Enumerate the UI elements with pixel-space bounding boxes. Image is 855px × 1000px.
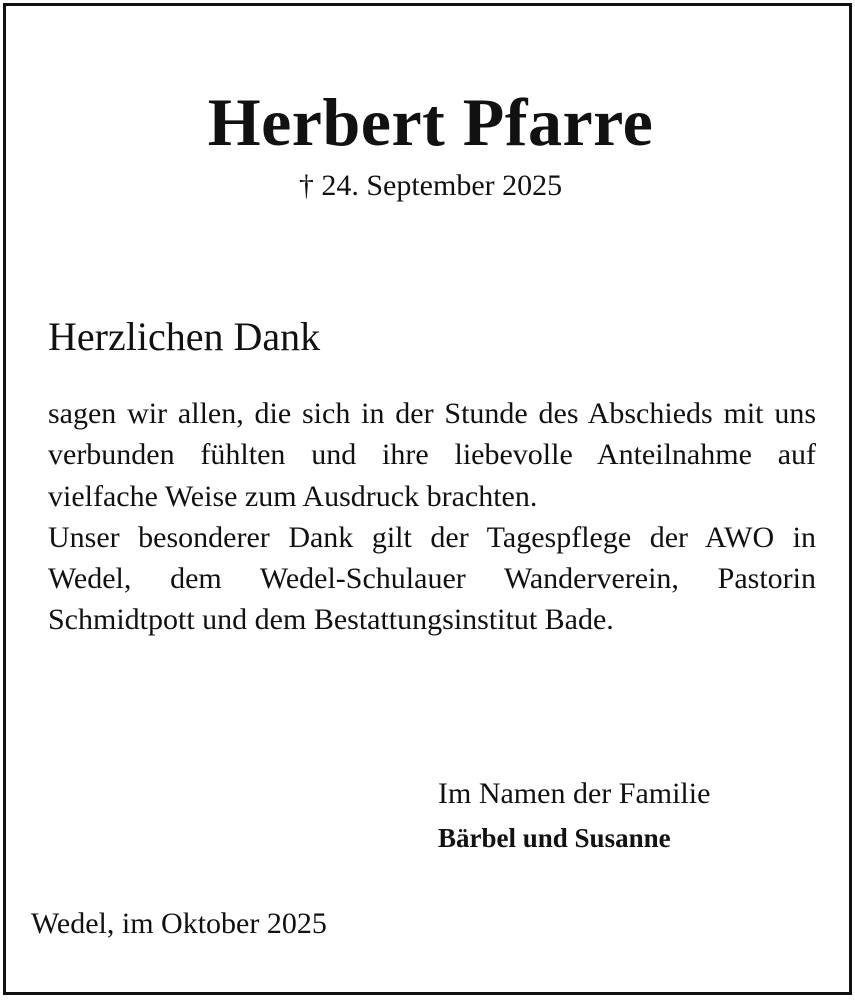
- thanks-paragraph-2: Unser besonderer Dank gilt der Tagespflege der AWO in Wedel, dem Wedel-Schulauer Wanderverein, Pastorin Schmidtpott und dem Bestattungsinstitut Bade.: [48, 520, 816, 637]
- notice-frame: [3, 3, 852, 995]
- death-date: † 24. September 2025: [298, 169, 563, 202]
- signature-intro: Im Namen der Familie: [438, 777, 711, 810]
- signature-names: Bärbel und Susanne: [438, 823, 671, 853]
- thanks-paragraph-1: sagen wir allen, die sich in der Stunde des Abschieds mit uns verbunden fühlten und ihre liebevolle Anteilnahme auf vielfache Weise zum Ausdruck brachten.: [48, 397, 816, 513]
- thanks-heading: Herzlichen Dank: [48, 314, 321, 359]
- place-date: Wedel, im Oktober 2025: [31, 907, 327, 940]
- deceased-name: Herbert Pfarre: [207, 84, 654, 160]
- thanks-body: [48, 393, 816, 641]
